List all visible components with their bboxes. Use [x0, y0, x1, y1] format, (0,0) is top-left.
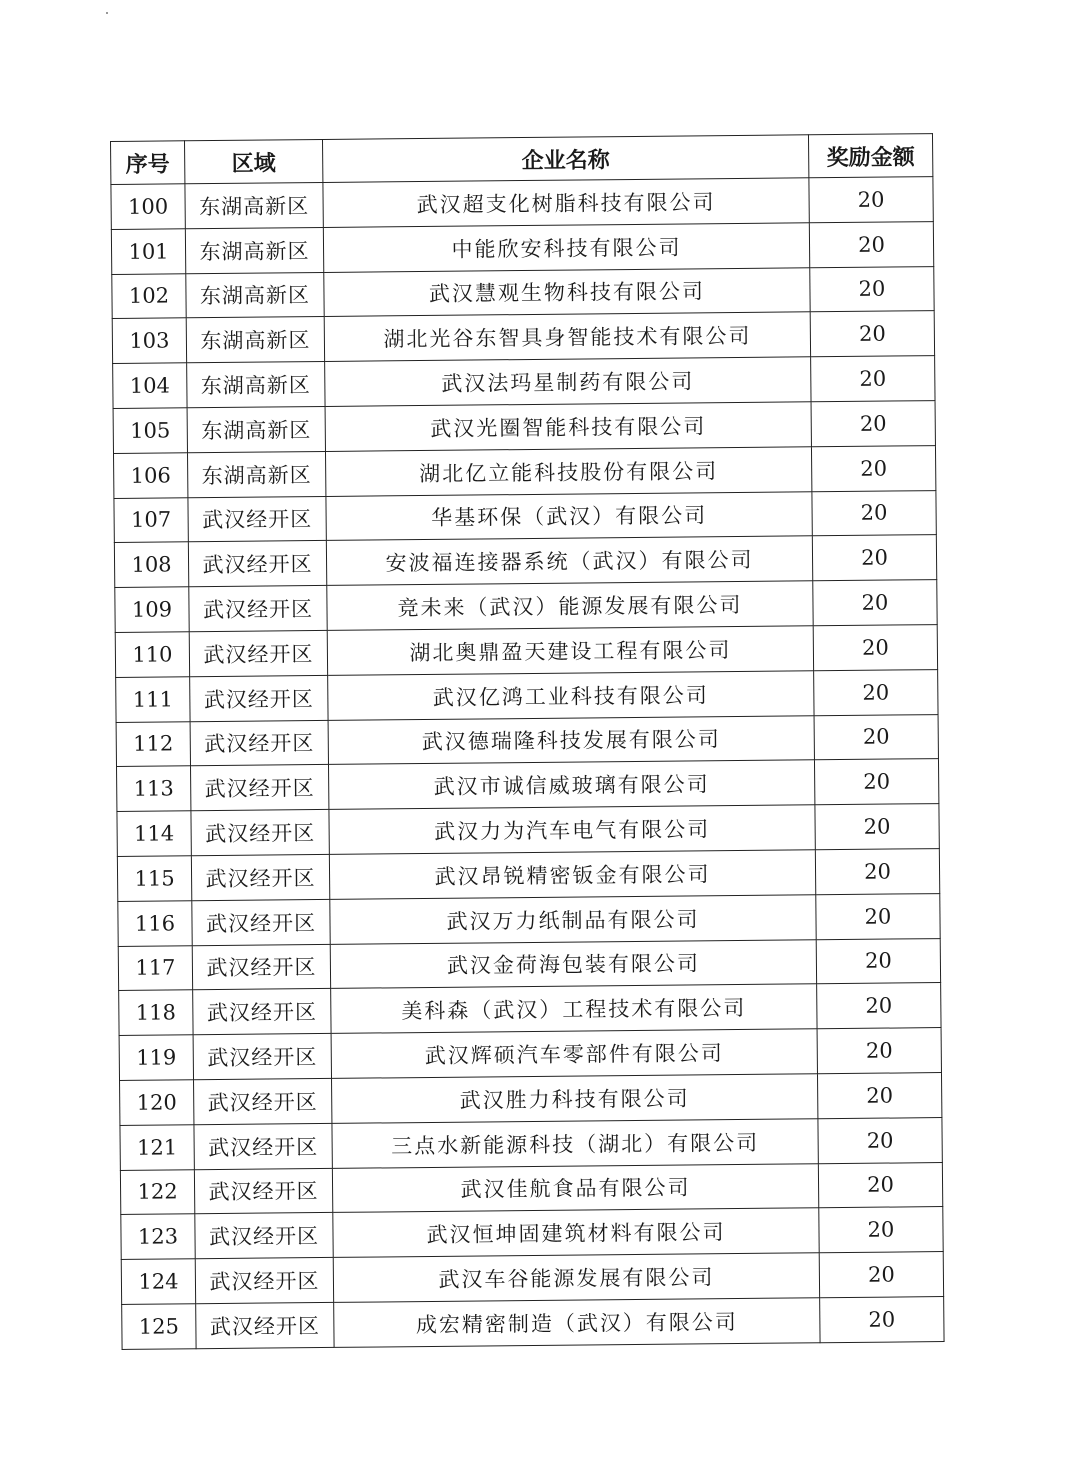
cell-region: 武汉经开区 — [191, 765, 329, 811]
cell-region: 武汉经开区 — [188, 541, 326, 587]
cell-amount: 20 — [810, 311, 934, 357]
table-body — [111, 177, 944, 1350]
cell-amount: 20 — [814, 714, 938, 760]
table-row — [118, 938, 940, 991]
table-row — [118, 893, 940, 946]
cell-region: 武汉经开区 — [189, 630, 327, 676]
cell-amount: 20 — [810, 266, 934, 312]
cell-num: 124 — [121, 1259, 195, 1305]
table-row — [114, 535, 936, 588]
cell-region: 东湖高新区 — [185, 182, 323, 228]
table-row — [120, 1162, 942, 1215]
cell-company: 安波福连接器系统（武汉）有限公司 — [326, 536, 812, 585]
header-num: 序号 — [111, 141, 185, 185]
table-row — [116, 714, 938, 767]
cell-company: 武汉辉硕汽车零部件有限公司 — [331, 1029, 817, 1078]
table-row — [120, 1117, 942, 1170]
cell-num: 122 — [120, 1169, 194, 1215]
cell-num: 101 — [111, 229, 185, 275]
cell-region: 武汉经开区 — [196, 1302, 334, 1348]
cell-amount: 20 — [815, 804, 939, 850]
cell-region: 武汉经开区 — [188, 496, 326, 542]
cell-company: 武汉昂锐精密钣金有限公司 — [329, 850, 815, 899]
cell-region: 武汉经开区 — [193, 1034, 331, 1080]
cell-region: 武汉经开区 — [192, 899, 330, 945]
cell-num: 103 — [112, 318, 186, 364]
cell-amount: 20 — [817, 983, 941, 1029]
cell-amount: 20 — [820, 1296, 944, 1342]
cell-company: 华基环保（武汉）有限公司 — [326, 491, 812, 540]
cell-amount: 20 — [818, 1162, 942, 1208]
cell-region: 武汉经开区 — [192, 944, 330, 990]
cell-region: 武汉经开区 — [189, 586, 327, 632]
cell-company: 武汉市诚信威玻璃有限公司 — [328, 760, 814, 809]
cell-region: 武汉经开区 — [190, 675, 328, 721]
cell-amount: 20 — [814, 759, 938, 805]
cell-num: 102 — [112, 273, 186, 319]
cell-num: 110 — [115, 632, 189, 678]
cell-num: 113 — [117, 766, 191, 812]
header-company: 企业名称 — [322, 135, 808, 183]
cell-company: 武汉恒坤固建筑材料有限公司 — [333, 1208, 819, 1257]
cell-num: 120 — [120, 1080, 194, 1126]
cell-num: 109 — [115, 587, 189, 633]
cell-num: 125 — [122, 1304, 196, 1350]
cell-num: 123 — [121, 1214, 195, 1260]
cell-company: 武汉车谷能源发展有限公司 — [333, 1253, 819, 1302]
cell-region: 武汉经开区 — [193, 989, 331, 1035]
table-row — [120, 1072, 942, 1125]
cell-amount: 20 — [816, 938, 940, 984]
cell-amount: 20 — [811, 445, 935, 491]
header-region: 区域 — [185, 139, 323, 183]
cell-num: 104 — [113, 363, 187, 409]
cell-region: 东湖高新区 — [185, 227, 323, 273]
cell-company: 武汉慧观生物科技有限公司 — [324, 267, 810, 316]
header-amount: 奖励金额 — [808, 134, 932, 178]
cell-amount: 20 — [816, 893, 940, 939]
table-row — [117, 804, 939, 857]
cell-region: 东湖高新区 — [187, 362, 325, 408]
cell-region: 东湖高新区 — [187, 406, 325, 452]
cell-company: 成宏精密制造（武汉）有限公司 — [334, 1298, 820, 1347]
table-row — [114, 490, 936, 543]
cell-num: 121 — [120, 1124, 194, 1170]
cell-amount: 20 — [817, 1072, 941, 1118]
table-row — [119, 983, 941, 1036]
cell-region: 武汉经开区 — [191, 810, 329, 856]
table-row — [121, 1252, 943, 1305]
cell-num: 100 — [111, 184, 185, 230]
table-row — [119, 1028, 941, 1081]
cell-amount: 20 — [809, 221, 933, 267]
cell-company: 湖北奥鼎盈天建设工程有限公司 — [327, 626, 813, 675]
cell-amount: 20 — [814, 669, 938, 715]
cell-amount: 20 — [813, 580, 937, 626]
cell-region: 武汉经开区 — [194, 1168, 332, 1214]
cell-amount: 20 — [811, 356, 935, 402]
cell-company: 武汉超支化树脂科技有限公司 — [323, 178, 809, 227]
cell-region: 武汉经开区 — [194, 1123, 332, 1169]
cell-num: 118 — [119, 990, 193, 1036]
table-row — [112, 311, 934, 364]
cell-num: 117 — [118, 945, 192, 991]
award-table — [110, 133, 945, 1350]
cell-region: 武汉经开区 — [195, 1258, 333, 1304]
scan-speck — [106, 12, 108, 14]
cell-region: 武汉经开区 — [191, 854, 329, 900]
table-row — [117, 759, 939, 812]
cell-amount: 20 — [813, 625, 937, 671]
cell-company: 美科森（武汉）工程技术有限公司 — [331, 984, 817, 1033]
cell-company: 竞未来（武汉）能源发展有限公司 — [327, 581, 813, 630]
cell-company: 武汉光圈智能科技有限公司 — [325, 402, 811, 451]
cell-amount: 20 — [817, 1028, 941, 1074]
cell-company: 中能欣安科技有限公司 — [323, 223, 809, 272]
cell-num: 114 — [117, 811, 191, 857]
cell-amount: 20 — [809, 177, 933, 223]
table-row — [112, 266, 934, 319]
cell-region: 东湖高新区 — [186, 317, 324, 363]
cell-company: 武汉德瑞隆科技发展有限公司 — [328, 715, 814, 764]
cell-region: 东湖高新区 — [186, 272, 324, 318]
cell-company: 武汉胜力科技有限公司 — [332, 1074, 818, 1123]
cell-num: 119 — [119, 1035, 193, 1081]
cell-company: 三点水新能源科技（湖北）有限公司 — [332, 1118, 818, 1167]
table-row — [111, 221, 933, 274]
cell-amount: 20 — [812, 535, 936, 581]
cell-company: 武汉亿鸿工业科技有限公司 — [328, 671, 814, 720]
cell-amount: 20 — [815, 849, 939, 895]
cell-company: 武汉万力纸制品有限公司 — [330, 895, 816, 944]
table-row — [113, 445, 935, 498]
table-row — [122, 1296, 944, 1349]
cell-num: 112 — [116, 721, 190, 767]
cell-amount: 20 — [818, 1117, 942, 1163]
table-row — [113, 356, 935, 409]
cell-company: 武汉佳航食品有限公司 — [332, 1163, 818, 1212]
cell-region: 武汉经开区 — [195, 1213, 333, 1259]
cell-num: 106 — [113, 453, 187, 499]
table-row — [115, 580, 937, 633]
cell-company: 武汉力为汽车电气有限公司 — [329, 805, 815, 854]
cell-company: 湖北亿立能科技股份有限公司 — [325, 447, 811, 496]
cell-num: 116 — [118, 900, 192, 946]
cell-amount: 20 — [812, 490, 936, 536]
cell-company: 湖北光谷东智具身智能技术有限公司 — [324, 312, 810, 361]
cell-num: 108 — [114, 542, 188, 588]
cell-num: 105 — [113, 408, 187, 454]
table-row — [113, 401, 935, 454]
cell-num: 115 — [117, 856, 191, 902]
cell-num: 107 — [114, 497, 188, 543]
cell-region: 武汉经开区 — [190, 720, 328, 766]
cell-region: 武汉经开区 — [194, 1078, 332, 1124]
table-row — [121, 1207, 943, 1260]
table-row — [116, 669, 938, 722]
table-row — [115, 625, 937, 678]
cell-region: 东湖高新区 — [187, 451, 325, 497]
cell-amount: 20 — [811, 401, 935, 447]
cell-company: 武汉法玛星制药有限公司 — [325, 357, 811, 406]
cell-amount: 20 — [819, 1252, 943, 1298]
cell-amount: 20 — [819, 1207, 943, 1253]
cell-company: 武汉金荷海包装有限公司 — [330, 939, 816, 988]
cell-num: 111 — [116, 677, 190, 723]
table-row — [117, 849, 939, 902]
table-row — [111, 177, 933, 230]
